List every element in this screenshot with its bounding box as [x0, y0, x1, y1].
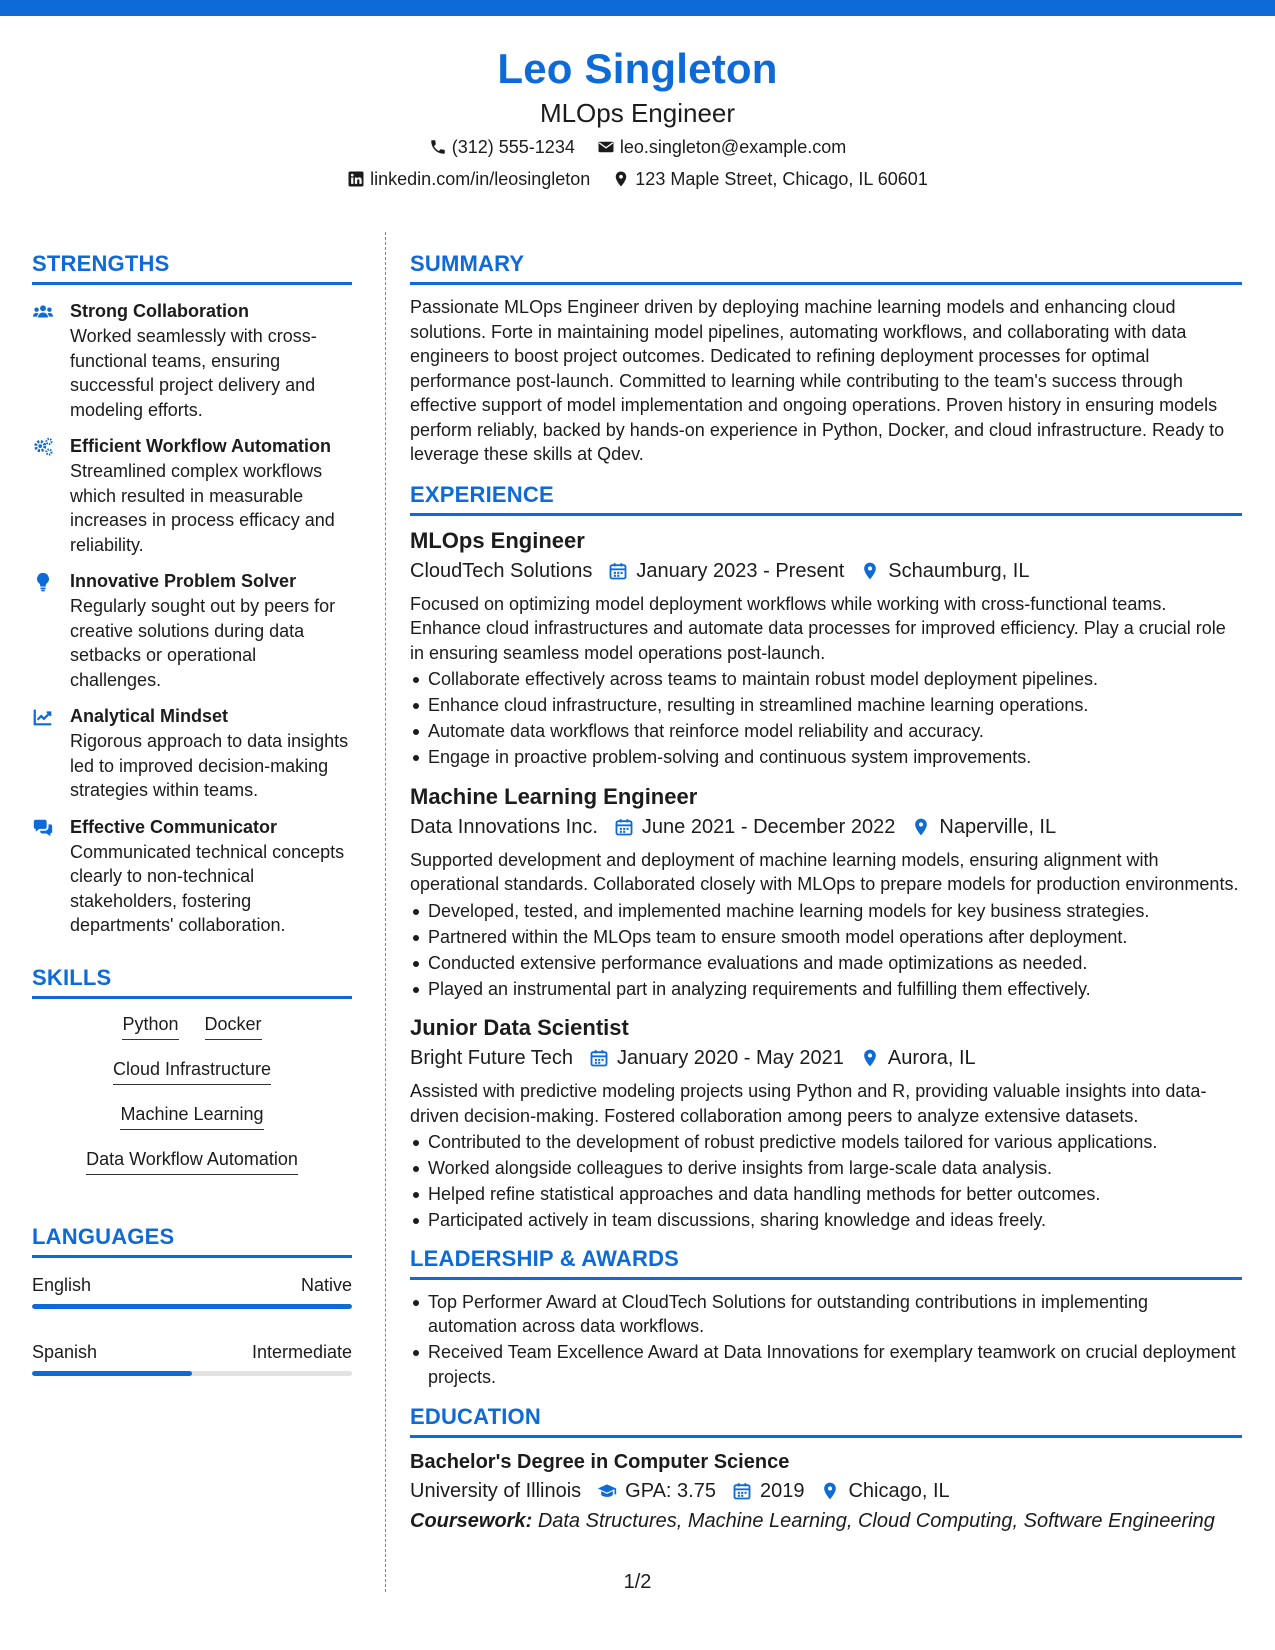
candidate-title: MLOps Engineer	[539, 98, 736, 128]
job-bullet: Enhance cloud infrastructure, resulting in streamlined machine learning operations.	[410, 693, 1242, 718]
email-contact[interactable]	[597, 132, 846, 162]
map-pin-icon	[911, 817, 931, 837]
phone-text: (312) 555-1234	[451, 137, 575, 157]
job-location-group	[860, 1043, 976, 1073]
language-name: Spanish	[32, 1341, 98, 1362]
job-dates: June 2021 - December 2022	[641, 815, 896, 838]
job-bullet: Automate data workflows that reinforce model reliability and accuracy.	[410, 719, 1242, 744]
language-name: English	[32, 1274, 92, 1295]
lightbulb-icon	[32, 569, 70, 692]
job-company: CloudTech Solutions	[410, 559, 593, 582]
calendar-icon	[732, 1481, 752, 1501]
job-dates-group	[614, 812, 896, 842]
graduation-cap-icon	[597, 1481, 617, 1501]
language-proficiency-bar	[32, 1371, 352, 1376]
strength-item	[32, 299, 352, 422]
job-title: MLOps Engineer	[410, 527, 585, 553]
language-item	[32, 1339, 352, 1376]
address-contact	[612, 164, 928, 194]
education-entry	[410, 1448, 1242, 1536]
job-bullet: Collaborate effectively across teams to maintain robust model deployment pipelines.	[410, 667, 1242, 692]
job-dates: January 2023 - Present	[636, 559, 845, 582]
job-bullet: Worked alongside colleagues to derive insights from large-scale data analysis.	[410, 1156, 1242, 1181]
map-pin-icon	[820, 1481, 840, 1501]
strength-title: Strong Collaboration	[70, 301, 249, 321]
job-bullet: Participated actively in team discussions, sharing knowledge and ideas freely.	[410, 1208, 1242, 1233]
language-proficiency-fill	[32, 1304, 352, 1309]
languages-list	[32, 1272, 352, 1376]
job-dates-group	[608, 556, 844, 586]
education-year-group	[732, 1476, 805, 1506]
chart-line-icon	[32, 704, 70, 803]
education-location-group	[820, 1476, 949, 1506]
award-item: Received Team Excellence Award at Data Innovations for exemplary teamwork on crucial deployment projects.	[410, 1340, 1242, 1389]
skill-tag: Data Workflow Automation	[86, 1146, 298, 1175]
strength-desc: Worked seamlessly with cross-functional teams, ensuring successful project delivery and modeling efforts.	[70, 326, 317, 420]
top-accent-bar	[0, 0, 1275, 16]
strengths-heading: STRENGTHS	[32, 250, 352, 285]
languages-heading: LANGUAGES	[32, 1223, 352, 1258]
job-dates: January 2020 - May 2021	[617, 1047, 844, 1069]
strength-item	[32, 704, 352, 803]
map-pin-icon	[860, 1048, 880, 1068]
experience-heading: EXPERIENCE	[410, 481, 1242, 516]
language-proficiency-fill	[32, 1371, 192, 1376]
job-bullets	[410, 1130, 1242, 1233]
job-title: Junior Data Scientist	[410, 1015, 629, 1040]
phone-contact	[429, 132, 575, 162]
users-icon	[32, 299, 70, 422]
job-bullet: Played an instrumental part in analyzing requirements and fulfilling them effectively.	[410, 977, 1242, 1002]
education-gpa-group	[597, 1476, 716, 1506]
job-entry	[410, 1013, 1242, 1233]
linkedin-icon	[347, 170, 365, 188]
strength-desc: Streamlined complex workflows which resulted in measurable increases in process efficacy and reliability.	[70, 461, 335, 555]
skill-row	[32, 1101, 352, 1130]
language-level: Native	[300, 1274, 352, 1295]
coursework-text: Data Structures, Machine Learning, Cloud Computing, Software Engineering	[537, 1510, 1215, 1532]
language-item	[32, 1272, 352, 1309]
right-column	[410, 250, 1242, 1536]
education-year: 2019	[759, 1480, 805, 1502]
email-text[interactable]: leo.singleton@example.com	[619, 137, 847, 157]
skill-row	[32, 1011, 352, 1040]
gears-icon	[32, 434, 70, 557]
strengths-list	[32, 299, 352, 938]
job-meta	[410, 556, 1242, 586]
map-pin-icon	[860, 561, 880, 581]
education-gpa: GPA: 3.75	[625, 1480, 716, 1502]
candidate-name: Leo Singleton	[497, 45, 778, 92]
skills-list	[32, 1011, 352, 1175]
skill-tag: Cloud Infrastructure	[113, 1056, 271, 1085]
skill-row	[32, 1146, 352, 1175]
job-bullet: Helped refine statistical approaches and data handling methods for better outcomes.	[410, 1182, 1242, 1207]
job-bullet: Developed, tested, and implemented machine learning models for key business strategies.	[410, 899, 1242, 924]
calendar-icon	[614, 817, 634, 837]
job-dates-group	[589, 1043, 844, 1073]
strength-title: Analytical Mindset	[70, 706, 229, 726]
envelope-icon	[597, 138, 615, 156]
language-level: Intermediate	[251, 1341, 352, 1362]
skill-tag: Docker	[205, 1011, 262, 1040]
skill-tag: Machine Learning	[120, 1101, 263, 1130]
job-entry	[410, 782, 1242, 1002]
language-proficiency-bar	[32, 1304, 352, 1309]
awards-heading: LEADERSHIP & AWARDS	[410, 1245, 1242, 1280]
job-entry	[410, 526, 1242, 770]
job-meta	[410, 812, 1242, 842]
job-location: Aurora, IL	[887, 1047, 976, 1069]
job-description: Assisted with predictive modeling projects using Python and R, providing valuable insights into data-driven decision-making. Fostered collaboration among peers to analyze extensive datasets.	[410, 1081, 1207, 1126]
contact-row-2	[0, 164, 1275, 194]
education-coursework	[410, 1506, 1242, 1536]
map-pin-icon	[612, 170, 630, 188]
column-divider	[385, 232, 386, 1592]
linkedin-contact[interactable]	[347, 164, 590, 194]
coursework-label: Coursework:	[410, 1510, 533, 1532]
skill-row	[32, 1056, 352, 1085]
linkedin-text[interactable]: linkedin.com/in/leosingleton	[370, 169, 591, 189]
education-meta	[410, 1476, 1242, 1506]
job-location: Naperville, IL	[939, 815, 1057, 838]
education-school: University of Illinois	[410, 1480, 582, 1502]
resume-header	[0, 42, 1275, 194]
summary-heading: SUMMARY	[410, 250, 1242, 285]
job-location: Schaumburg, IL	[888, 559, 1030, 582]
job-bullets	[410, 667, 1242, 770]
strength-title: Innovative Problem Solver	[70, 571, 297, 591]
contact-row-1	[0, 132, 1275, 162]
calendar-icon	[608, 561, 628, 581]
strength-desc: Communicated technical concepts clearly to non-technical stakeholders, fostering departments' collaboration.	[70, 841, 345, 935]
skills-heading: SKILLS	[32, 964, 352, 999]
comments-icon	[32, 815, 70, 938]
job-title: Machine Learning Engineer	[410, 783, 698, 809]
job-description: Focused on optimizing model deployment workflows while working with cross-functional teams. Enhance cloud infrastructures and automate data processes for improved efficiency. Play a crucial role in ensuring seamless model operations post-launch.	[410, 593, 1226, 663]
strength-desc: Rigorous approach to data insights led to improved decision-making strategies within teams.	[70, 731, 349, 800]
award-item: Top Performer Award at CloudTech Solutions for outstanding contributions in implementing automation across data workflows.	[410, 1290, 1242, 1339]
strength-title: Efficient Workflow Automation	[70, 436, 331, 456]
skill-tag: Python	[122, 1011, 178, 1040]
strength-title: Effective Communicator	[70, 816, 278, 837]
job-bullet: Conducted extensive performance evaluations and made optimizations as needed.	[410, 951, 1242, 976]
awards-list	[410, 1290, 1242, 1390]
education-degree: Bachelor's Degree in Computer Science	[410, 1451, 790, 1473]
summary-text: Passionate MLOps Engineer driven by deploying machine learning models and enhancing cloud solutions. Forte in maintaining model pipelines, automating workflows, and collaborating with data engineers to boost project outcomes. Dedicated to refining deployment processes for optimal performance post-launch. Committed to learning while contributing to the team's success through effective support of model implementation and ongoing operations. Proven history in ensuring models perform reliably, backed by hands-on experience in Python, Docker, and cloud infrastructure. Ready to leverage these skills at Qdev.	[410, 297, 1225, 464]
job-bullet: Partnered within the MLOps team to ensure smooth model operations after deployment.	[410, 925, 1242, 950]
job-company: Bright Future Tech	[410, 1047, 574, 1069]
page-number: 1/2	[623, 1571, 652, 1593]
calendar-icon	[589, 1048, 609, 1068]
left-column	[32, 250, 352, 1406]
job-location-group	[911, 812, 1056, 842]
strength-desc: Regularly sought out by peers for creative solutions during data setbacks or operational challenges.	[70, 596, 336, 690]
strength-item	[32, 434, 352, 557]
phone-icon	[429, 138, 447, 156]
job-company: Data Innovations Inc.	[410, 815, 598, 838]
job-bullet: Contributed to the development of robust predictive models tailored for various applications.	[410, 1130, 1242, 1155]
job-bullets	[410, 899, 1242, 1002]
strength-item	[32, 569, 352, 692]
education-heading: EDUCATION	[410, 1403, 1242, 1438]
job-bullet: Engage in proactive problem-solving and continuous system improvements.	[410, 745, 1242, 770]
job-location-group	[860, 556, 1029, 586]
strength-item	[32, 815, 352, 938]
education-location: Chicago, IL	[848, 1480, 950, 1502]
address-text: 123 Maple Street, Chicago, IL 60601	[635, 169, 928, 189]
job-description: Supported development and deployment of machine learning models, ensuring alignment with operational standards. Collaborated closely with MLOps to prepare models for production environments.	[410, 849, 1239, 894]
job-meta	[410, 1043, 1242, 1073]
